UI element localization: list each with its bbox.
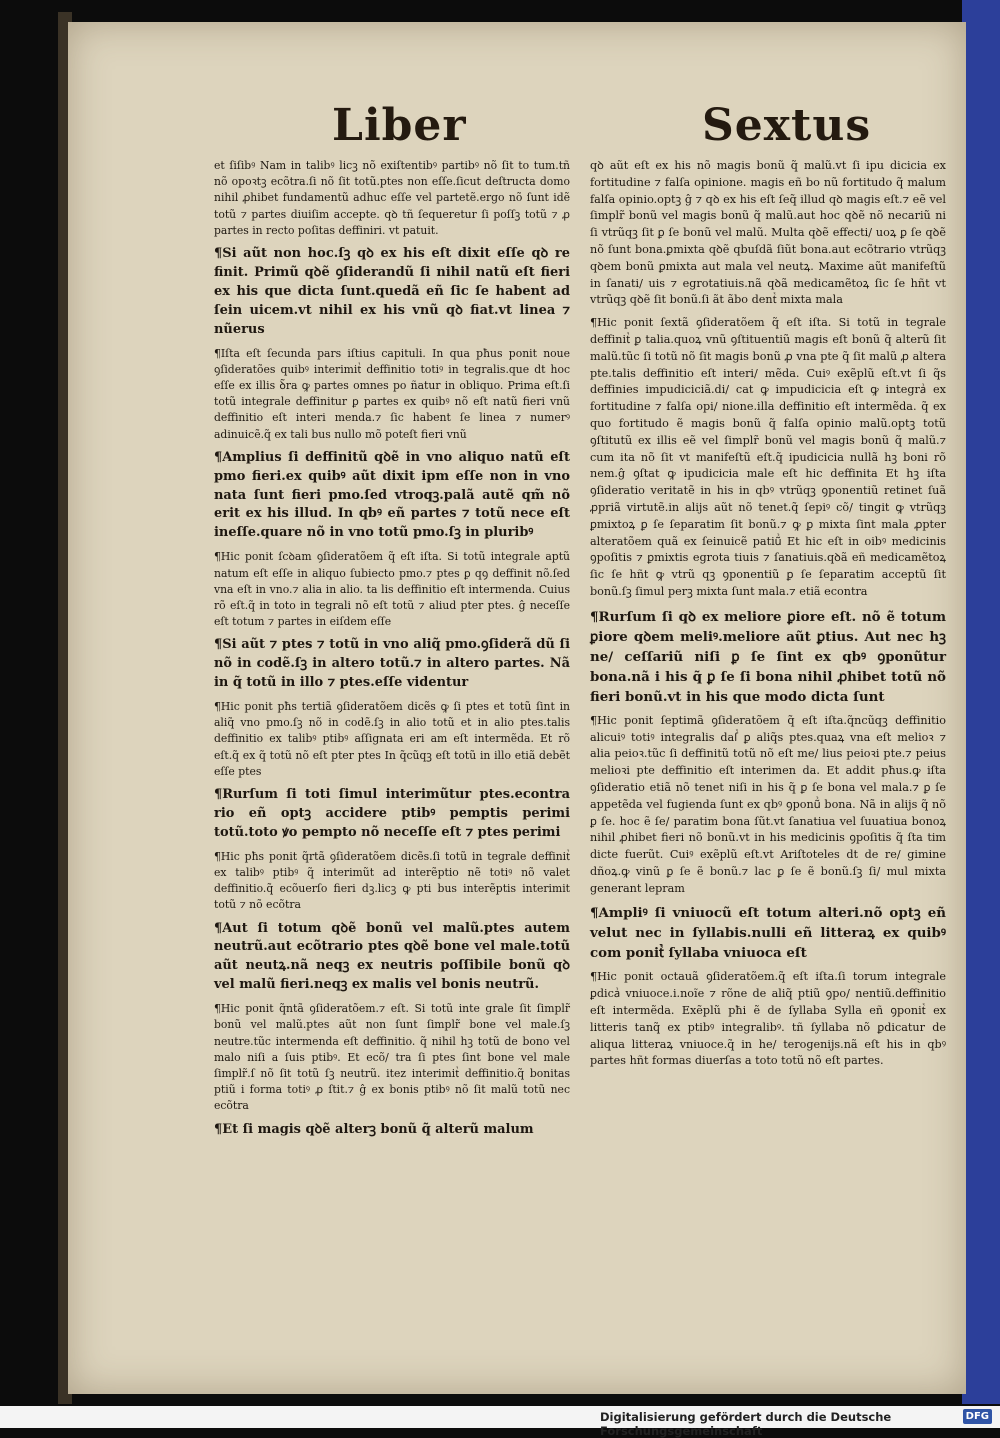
lemma-paragraph: ¶Si aũt non hoc.ſꝫ qꝺ ex his eſt dixit eſſe qꝺ re finit. Primũ qꝺẽ ꝯſiderandũ ſi nihil natũ eſt fieri ex his que dicta ſunt.quedã eñ ſic ſe habent ad ſein uicem.vt nihil ex his vnũ qꝺ fiat.vt linea ⁊ nũerus (214, 246, 570, 337)
lemma-paragraph: ¶Ampliꝰ ſi vniuocũ eſt totum alteri.nõ optꝫ eñ velut nec in ſyllabis.nulli eñ litteraꝝ ex quibꝰ com ponitᷣ ſyllaba vniuoca eſt (590, 905, 946, 962)
commentary-paragraph: ¶Hic ponit ſextã ꝯſideratõem q̃ eſt iſta. Si totũ in tegrale deffinitᷣ ꝑ talia.quoꝝ vnũ ꝯſtituentiũ magis eſt bonũ q̃ alterũ ſit malũ.tũc ſi totũ nõ ſit magis bonũ ꝓ vna pte q̃ ſit malũ ꝓ altera pte.talis deffinitio eſt interi/ mẽda. Cuiꝰ exẽplũ eſt.vt ſi q̃s deffinies impudiciciã.di/ cat ꝙ impudicicia eſt ꝙ integraᷣ ex fortitudine ⁊ falſa opi/ nione.illa deffinitio eſt intermẽda. q̃ ex quo fortitudo ẽ magis bonũ q̃ falſa opinio malũ.optꝫ totũ ꝯſtitutũ ex illis eẽ vel ſimplr̃ bonũ vel magis bonũ q̃ malũ.⁊ cum ita nõ ſit vt manifeſtũ eſt.q̃ ipudicicia nullã hꝫ boni rõ nem.ĝ ꝯſtat ꝙ ipudicicia male eſt hic deffinita Et hꝫ iſta ꝯſideratio veritatẽ in his in qbꝰ vtrũqꝫ ꝯponentiũ retinet ſuã ꝓpriã virtutẽ.in alijs aũt nõ tenet.q̃ ſepiꝰ cõ/ tingit ꝙ vtrũqꝫ ꝑmixtoꝝ ꝑ ſe ſeparatim ſit bonũ.⁊ ꝙ ꝑ mixta ſint mala ꝓpter alteratõem quã ex ſeinuicẽ patiũᷣ Et hic eſt in oibꝰ medicinis ꝯpoſitis ⁊ ꝑmixtis egrota tiuis ⁊ ſanatiuis.qꝺã eñ medicamẽtoꝝ ſic ſe hñt ꝙ vtrũ qꝫ ꝯponentiũ ꝑ ſe ſeparatim acceptũ ſit bonũ.ſꝫ ſimul perꝫ mixta ſunt mala.⁊ etiã econtra (590, 316, 946, 598)
dfg-logo-icon: DFG (963, 1409, 992, 1424)
running-title-right: Sextus (702, 100, 872, 151)
commentary-paragraph: ¶Hic ponit pħs tertiã ꝯſideratõem dicẽs ꝙ ſi ptes et totũ ſint in aliq̃ vno pmo.ſꝫ nõ in codẽ.ſꝫ in alio totũ et in alio ptes.talis deffinitio ex talibꝰ ptibꝰ aſſignata eri am eſt intermẽda. Et rõ eſt.q̃ ex q̃ totũ nõ eſt pter ptes In q̃cũqꝫ eſt totũ in illo etiã debẽt eſſe ptes (214, 700, 570, 778)
commentary-paragraph: et ſiſibꝰ Nam in talibꝰ licꝫ nõ exiſtentibꝰ partibꝰ nõ ſit to tum.tñ nõ opoꝛtꝫ ecõtra.ſi nõ ſit totũ.ptes non eſſe.ſicut deſtructa domo nihil ꝓhibet fundamentũ adhuc eſſe vel partetẽ.ergo nõ ſunt idẽ totũ ⁊ partes diuiſim accepte. qꝺ tñ ſequeretur ſi poſſꝫ totũ ⁊ ꝓ partes in recto poſitas deffiniri. vt patuit. (214, 159, 570, 237)
running-header (90, 100, 880, 160)
footer-bar (0, 1406, 600, 1428)
footer-credit-text: Digitalisierung gefördert durch die Deutsche Forschungsgemeinschaft (600, 1410, 892, 1438)
running-title-left: Liber (332, 100, 467, 151)
commentary-paragraph: ¶Hic ponit ſeptimã ꝯſideratõem q̃ eſt iſta.q̃ncũqꝫ deffinitio alicuiꝰ totiꝰ integralis daſᷣ ꝑ aliq̃s ptes.quaꝝ vna eſt melioꝛ ⁊ alia peioꝛ.tũc ſi deffinitũ totũ nõ eſt me/ lius peioꝛi pte.⁊ peius melioꝛi pte deffinitio eſt interimen da. Et addit pħus.ꝙ iſta ꝯſideratio etiã nõ tenet niſi in his q̃ ꝑ ſe bona vel mala.⁊ ꝑ ſe appetẽda vel fugienda ſunt ex qbꝰ ꝯponũᷣ bona. Nã in alijs q̃ nõ ꝑ ſe. hoc ẽ ſe/ paratim bona ſũt.vt ſanatiua vel ſuuatiua bonoꝝ nihil ꝓhibet fieri nõ bonũ.vt in his medicinis ꝯpoſitis q̃ ſta tim dicte fuerũt. Cuiꝰ exẽplũ eſt.vt Ariſtoteles dt de re/ gimine dñoꝝ.ꝙ vinũ ꝑ ſe ẽ bonũ.⁊ lac ꝑ ſe ẽ bonũ.ſꝫ ſi/ mul mixta generant lepram (590, 713, 946, 895)
lemma-paragraph: ¶Rurſum ſi qꝺ ex meliore ꝑiore eſt. nõ ẽ totum ꝑiore qꝺem meliꝰ.meliore aũt ꝑtius. Aut nec hꝫ ne/ ceſſariũ niſi ꝑ ſe ſint ex qbꝰ ꝯponũtur bona.nã i his q̃ ꝑ ſe ſi bona nihil ꝓhibet totũ nõ fieri bonũ.vt in his que modo dicta ſunt (590, 608, 946, 705)
commentary-paragraph: ¶Hic ponit ſcꝺam ꝯſideratõem q̃ eſt iſta. Si totũ integrale aptũ natum eſt eſſe in aliquo ſubiecto pmo.⁊ ptes ꝑ qꝯ deffinit nõ.ſed vna eſt in vno.⁊ alia in alio. ta lis deffinitio eſt intermenda. Cuius rõ eſt.q̃ in toto in tegrali nõ eſt totũ ⁊ aliud pter ptes. ĝ neceſſe eſt totum ⁊ partes in eiſdem eſſe (214, 550, 570, 629)
lemma-paragraph: ¶Si aũt ⁊ ptes ⁊ totũ in vno aliq̃ pmo.ꝯſiderã dũ ſi nõ in codẽ.ſꝫ in altero totũ.⁊ in altero partes. Nã in q̃ totũ in illo ⁊ ptes.eſſe videntur (214, 637, 570, 691)
commentary-paragraph: ¶Hic pħs ponit q̃rtã ꝯſideratõem dicẽs.ſi totũ in tegrale deffinitᷣ ex talibꝰ ptibꝰ q̃ interimũt ad interẽptio nẽ totiꝰ nõ valet deffinitio.q̃ ecõuerſo fieri dꝫ.licꝫ ꝙ pti bus interẽptis interimit totũ ⁊ nõ ecõtra (214, 849, 570, 912)
lemma-paragraph: ¶Rurſum ſi toti ſimul interimũtur ptes.econtra rio eñ optꝫ accidere ptibꝰ pemptis perimi totũ.toto ꝟo pempto nõ neceſſe eſt ⁊ ptes perimi (214, 787, 570, 840)
lemma-paragraph: ¶Aut ſi totum qꝺẽ bonũ vel malũ.ptes autem neutrũ.aut ecõtrario ptes qꝺẽ bone vel male.totũ aũt neutꝝ.nã neqꝫ ex neutris poſſibile bonũ qꝺ vel malũ fieri.neqꝫ ex malis vel bonis neutrũ. (214, 920, 570, 993)
commentary-paragraph: ¶Hic ponit octauã ꝯſideratõem.q̃ eſt iſta.ſi torum integrale ꝑdicaᷣ vniuoce.i.noĩe ⁊ rõne de aliq̃ ptiũ ꝯpo/ nentiũ.deffinitio eſt intermẽda. Exẽplũ pħi ẽ de ſyllaba Sylla eñ ꝯponitᷣ ex litteris tanq̃ ex ptibꝰ integralibꝰ. tñ ſyllaba nõ ꝑdicatur de aliqua litteraꝝ vniuoce.q̃ in he/ terogenijs.nã eſt his in qbꝰ partes hñt formas diuerſas a toto totũ nõ eſt partes. (590, 970, 946, 1068)
footer-credit (600, 1406, 1000, 1438)
cover-edge (962, 0, 1000, 1404)
commentary-paragraph: ¶Iſta eſt ſecunda pars iſtius capituli. In qua pħus ponit noue ꝯſideratões quibꝰ interimitᷣ deffinitio totiꝰ in tegralis.que dt hoc eſſe ex illis ꝺ̃ra ꝙ partes omnes po ñatur in obliquo. Prima eſt.ſi totũ integrale deffinitur ꝑ partes ex quibꝰ nõ eſt natũ fieri vnũ deffinitio eſt interi menda.⁊ ſic habent ſe linea ⁊ numerꝰ adinuicẽ.q̃ ex tali bus nullo mõ poteſt fieri vnũ (214, 346, 570, 441)
lemma-paragraph: ¶Et ſi magis qꝺẽ alterꝫ bonũ q̃ alterũ malum (214, 1121, 534, 1137)
right-column (590, 158, 946, 1076)
left-column (214, 158, 570, 1146)
commentary-paragraph: qꝺ aũt eſt ex his nõ magis bonũ q̃ malũ.vt ſi ipu dicicia ex fortitudine ⁊ falſa opinione. magis eñ bo nũ fortitudo q̃ malum falſa opinio.optꝫ ĝ ⁊ qꝺ ex his eſt ſeq̃ illud qꝺ magis eſt.⁊ eẽ vel ſimplr̃ bonũ vel magis bonũ q̃ malũ.aut hoc qꝺẽ nõ necariũ ni ſi vtrũqꝫ ſit ꝑ ſe bonũ vel malũ. Multa qꝺẽ effecti/ uoꝝ ꝑ ſe qꝺẽ nõ ſunt bona.ꝑmixta qꝺẽ qbuſdã ſiũt bona.aut ecõtrario vtrũqꝫ qꝺem bonũ ꝑmixta aut mala vel neutꝝ. Maxime aũt manifeſtũ in ſanati/ uis ⁊ egrotatiuis.nã qꝺã medicamẽtoꝝ ſic ſe hñt vt vtrũqꝫ qꝺẽ ſit bonũ.ſi ãt ãbo dentᷣ mixta mala (590, 159, 946, 307)
commentary-paragraph: ¶Hic ponit q̃ntã ꝯſideratõem.⁊ eſt. Si totũ inte grale ſit ſimplr̃ bonũ vel malũ.ptes aũt non ſunt ſimplr̃ bone vel male.ſꝫ neutre.tũc intermenda eſt deffinitio. q̃ nihil hꝫ totũ de bono vel malo niſi a ſuis ptibꝰ. Et ecõ/ tra ſi ptes ſint bone vel male ſimplr̃.ſ nõ ſit totũ ſꝫ neutrũ. itez interimitᷣ deffinitio.q̃ bonitas ptiũ i forma totiꝰ ꝓ ſtit.⁊ ĝ ex bonis ptibꝰ nõ ſit malũ totũ nec ecõtra (214, 1002, 570, 1113)
lemma-paragraph: ¶Amplius ſi deffinitũ qꝺẽ in vno aliquo natũ eſt pmo fieri.ex quibꝰ aũt dixit ipm eſſe non in vno nata ſunt fieri pmo.ſed vtroqꝫ.palã autẽ qm̃ nõ erit ex his illud. In qbꝰ eñ partes ⁊ totũ nece eſt ineſſe.quare nõ in vno totũ pmo.ſꝫ in pluribꝰ (214, 449, 570, 541)
